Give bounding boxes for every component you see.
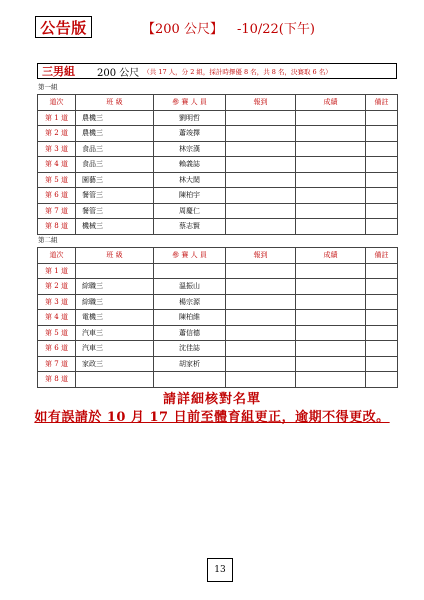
remarks-cell <box>366 219 398 235</box>
result-cell <box>296 310 366 326</box>
column-header: 成績 <box>296 95 366 111</box>
column-header: 報到 <box>226 248 296 264</box>
athlete-cell: 胡家析 <box>154 356 226 372</box>
event-title <box>142 18 315 37</box>
column-header: 參 賽 人 員 <box>154 95 226 111</box>
class-cell: 農機三 <box>76 110 154 126</box>
remarks-cell <box>366 372 398 388</box>
remarks-cell <box>366 341 398 357</box>
result-cell <box>296 279 366 295</box>
checkin-cell <box>226 294 296 310</box>
athlete-cell: 周慶仁 <box>154 203 226 219</box>
column-header: 成績 <box>296 248 366 264</box>
class-cell: 電機三 <box>76 310 154 326</box>
table-row <box>38 157 398 173</box>
column-header: 報到 <box>226 95 296 111</box>
checkin-cell <box>226 263 296 279</box>
table-row <box>38 126 398 142</box>
athlete-cell: 溫振山 <box>154 279 226 295</box>
athlete-cell: 沈佳誌 <box>154 341 226 357</box>
remarks-cell <box>366 294 398 310</box>
event-name: 【200 公尺】 <box>142 22 223 37</box>
heat-table <box>37 94 398 235</box>
athlete-cell: 賴義誌 <box>154 157 226 173</box>
result-cell <box>296 294 366 310</box>
athlete-cell: 林宗漢 <box>154 141 226 157</box>
remarks-cell <box>366 310 398 326</box>
class-cell: 汽車三 <box>76 325 154 341</box>
checkin-cell <box>226 372 296 388</box>
athlete-cell: 蔡志賢 <box>154 219 226 235</box>
class-cell <box>76 263 154 279</box>
result-cell <box>296 141 366 157</box>
lane-cell: 第 7 道 <box>38 356 76 372</box>
lane-cell: 第 6 道 <box>38 188 76 204</box>
table-row <box>38 325 398 341</box>
athlete-cell: 劉明哲 <box>154 110 226 126</box>
lane-cell: 第 2 道 <box>38 126 76 142</box>
remarks-cell <box>366 110 398 126</box>
verify-notice: 請詳細核對名單 <box>162 392 261 407</box>
remarks-cell <box>366 325 398 341</box>
remarks-cell <box>366 157 398 173</box>
column-header: 備註 <box>366 95 398 111</box>
athlete-cell <box>154 263 226 279</box>
table-header-row <box>38 248 398 264</box>
lane-cell: 第 1 道 <box>38 263 76 279</box>
checkin-cell <box>226 356 296 372</box>
result-cell <box>296 372 366 388</box>
lane-cell: 第 6 道 <box>38 341 76 357</box>
checkin-cell <box>226 188 296 204</box>
table-row <box>38 110 398 126</box>
result-cell <box>296 188 366 204</box>
class-cell: 食品三 <box>76 157 154 173</box>
column-header: 班 級 <box>76 248 154 264</box>
class-cell <box>76 372 154 388</box>
lane-cell: 第 2 道 <box>38 279 76 295</box>
class-cell: 園藝三 <box>76 172 154 188</box>
table-row <box>38 341 398 357</box>
checkin-cell <box>226 141 296 157</box>
table-row <box>38 279 398 295</box>
lane-cell: 第 3 道 <box>38 294 76 310</box>
result-cell <box>296 110 366 126</box>
class-cell: 食品三 <box>76 141 154 157</box>
remarks-cell <box>366 203 398 219</box>
checkin-cell <box>226 279 296 295</box>
lane-cell: 第 8 道 <box>38 219 76 235</box>
page-number: 13 <box>207 558 233 582</box>
athlete-cell: 陳柏宇 <box>154 188 226 204</box>
remarks-cell <box>366 188 398 204</box>
column-header: 班 級 <box>76 95 154 111</box>
class-cell: 餐管三 <box>76 203 154 219</box>
table-row <box>38 310 398 326</box>
athlete-cell: 蕭信德 <box>154 325 226 341</box>
remarks-cell <box>366 263 398 279</box>
table-row <box>38 172 398 188</box>
table-row <box>38 188 398 204</box>
athlete-cell: 楊宗源 <box>154 294 226 310</box>
athlete-cell: 陳柏維 <box>154 310 226 326</box>
table-row <box>38 294 398 310</box>
table-row <box>38 263 398 279</box>
athlete-cell: 蕭竣擇 <box>154 126 226 142</box>
table-row <box>38 141 398 157</box>
checkin-cell <box>226 157 296 173</box>
class-cell: 綜職三 <box>76 294 154 310</box>
class-cell: 餐管三 <box>76 188 154 204</box>
notice-board-label: 公告版 <box>35 16 92 38</box>
result-cell <box>296 219 366 235</box>
group-distance: 200 公尺 <box>97 67 140 79</box>
result-cell <box>296 126 366 142</box>
result-cell <box>296 203 366 219</box>
result-cell <box>296 172 366 188</box>
lane-cell: 第 5 道 <box>38 172 76 188</box>
result-cell <box>296 325 366 341</box>
checkin-cell <box>226 341 296 357</box>
lane-cell: 第 7 道 <box>38 203 76 219</box>
result-cell <box>296 356 366 372</box>
remarks-cell <box>366 356 398 372</box>
lane-cell: 第 4 道 <box>38 157 76 173</box>
result-cell <box>296 341 366 357</box>
checkin-cell <box>226 126 296 142</box>
class-cell: 農機三 <box>76 126 154 142</box>
column-header: 備註 <box>366 248 398 264</box>
athlete-cell <box>154 372 226 388</box>
checkin-cell <box>226 172 296 188</box>
lane-cell: 第 3 道 <box>38 141 76 157</box>
checkin-cell <box>226 110 296 126</box>
table-row <box>38 356 398 372</box>
remarks-cell <box>366 141 398 157</box>
column-header: 道次 <box>38 248 76 264</box>
group-name: 三男組 <box>42 65 75 78</box>
lane-cell: 第 8 道 <box>38 372 76 388</box>
checkin-cell <box>226 325 296 341</box>
result-cell <box>296 263 366 279</box>
class-cell: 家政三 <box>76 356 154 372</box>
heat-table <box>37 247 398 388</box>
lane-cell: 第 5 道 <box>38 325 76 341</box>
checkin-cell <box>226 310 296 326</box>
athlete-cell: 林大閎 <box>154 172 226 188</box>
remarks-cell <box>366 126 398 142</box>
heat-label: 第一組 <box>38 83 58 91</box>
table-row <box>38 219 398 235</box>
column-header: 參 賽 人 員 <box>154 248 226 264</box>
heat-label: 第二組 <box>38 236 58 244</box>
lane-cell: 第 4 道 <box>38 310 76 326</box>
class-cell: 機械三 <box>76 219 154 235</box>
lane-cell: 第 1 道 <box>38 110 76 126</box>
remarks-cell <box>366 279 398 295</box>
checkin-cell <box>226 219 296 235</box>
checkin-cell <box>226 203 296 219</box>
group-header <box>37 63 397 79</box>
column-header: 道次 <box>38 95 76 111</box>
class-cell: 汽車三 <box>76 341 154 357</box>
correction-deadline-notice: 如有誤請於 10 月 17 日前至體育組更正，逾期不得更改。 <box>34 410 390 425</box>
event-date: -10/22(下午) <box>236 22 315 37</box>
remarks-cell <box>366 172 398 188</box>
table-row <box>38 372 398 388</box>
group-note: （共 17 人，分 2 組，採計時擇優 8 名，共 8 名，決賽取 6 名） <box>143 67 332 76</box>
table-header-row <box>38 95 398 111</box>
class-cell: 綜職三 <box>76 279 154 295</box>
table-row <box>38 203 398 219</box>
result-cell <box>296 157 366 173</box>
